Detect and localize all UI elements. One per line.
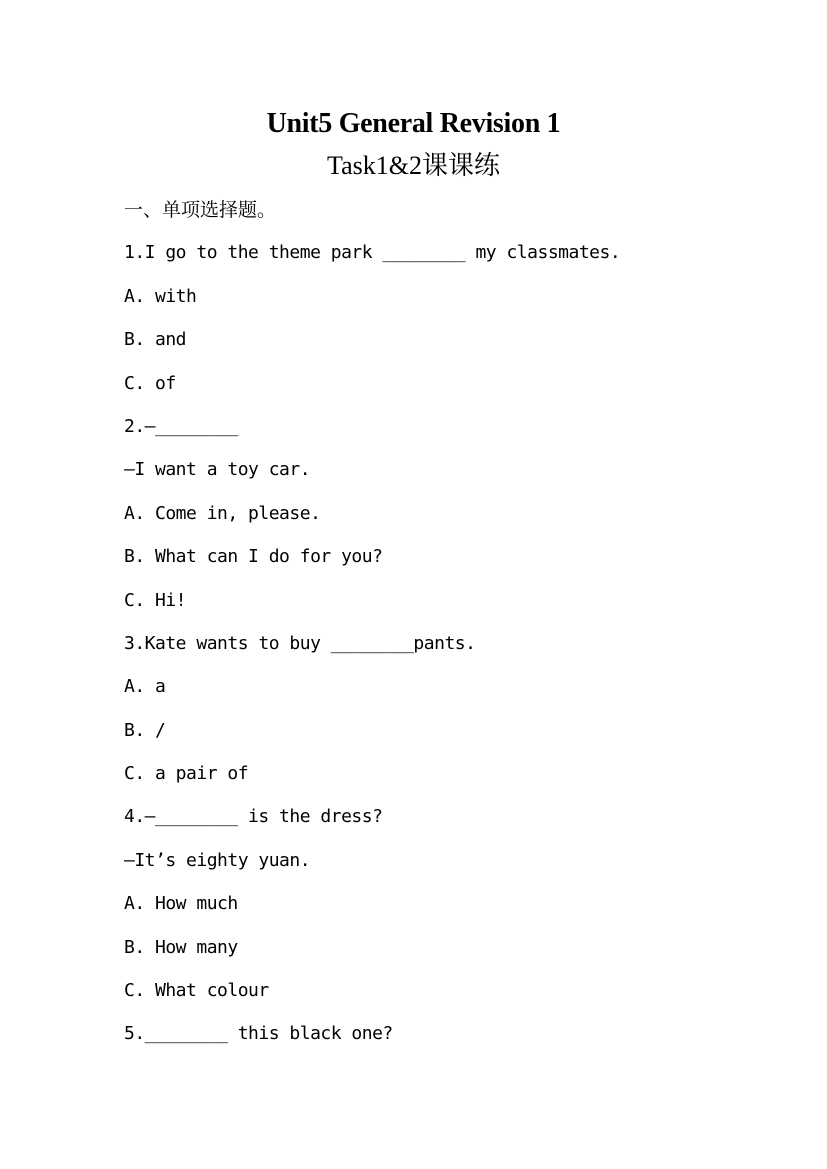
question-1-stem: 1.I go to the theme park ________ my classmates.	[124, 242, 621, 264]
question-2-option-c: C. Hi!	[124, 589, 187, 611]
question-4-option-c: C. What colour	[124, 980, 269, 1002]
question-5-stem: 5.________ this black one?	[124, 1023, 393, 1045]
question-3-option-b: B. /	[124, 719, 166, 741]
question-4-option-a: A. How much	[124, 893, 238, 915]
question-2-stem: 2.—________	[124, 415, 238, 437]
question-1-option-b: B. and	[124, 329, 187, 351]
question-list	[124, 195, 764, 1063]
section-heading: 一、单项选择题。	[124, 199, 277, 221]
document-title: Unit5 General Revision 1	[266, 108, 561, 139]
question-4-stem-response: —It’s eighty yuan.	[124, 849, 311, 871]
question-2-option-a: A. Come in, please.	[124, 502, 321, 524]
question-1-option-a: A. with	[124, 285, 197, 307]
question-2-stem-response: —I want a toy car.	[124, 459, 311, 481]
question-3-stem: 3.Kate wants to buy ________pants.	[124, 632, 476, 654]
document-subtitle: Task1&2课课练	[327, 151, 500, 180]
question-4-stem: 4.—________ is the dress?	[124, 806, 383, 828]
question-3-option-a: A. a	[124, 676, 166, 698]
question-4-option-b: B. How many	[124, 936, 238, 958]
question-2-option-b: B. What can I do for you?	[124, 546, 383, 568]
question-3-option-c: C. a pair of	[124, 763, 249, 785]
question-1-option-c: C. of	[124, 372, 176, 394]
